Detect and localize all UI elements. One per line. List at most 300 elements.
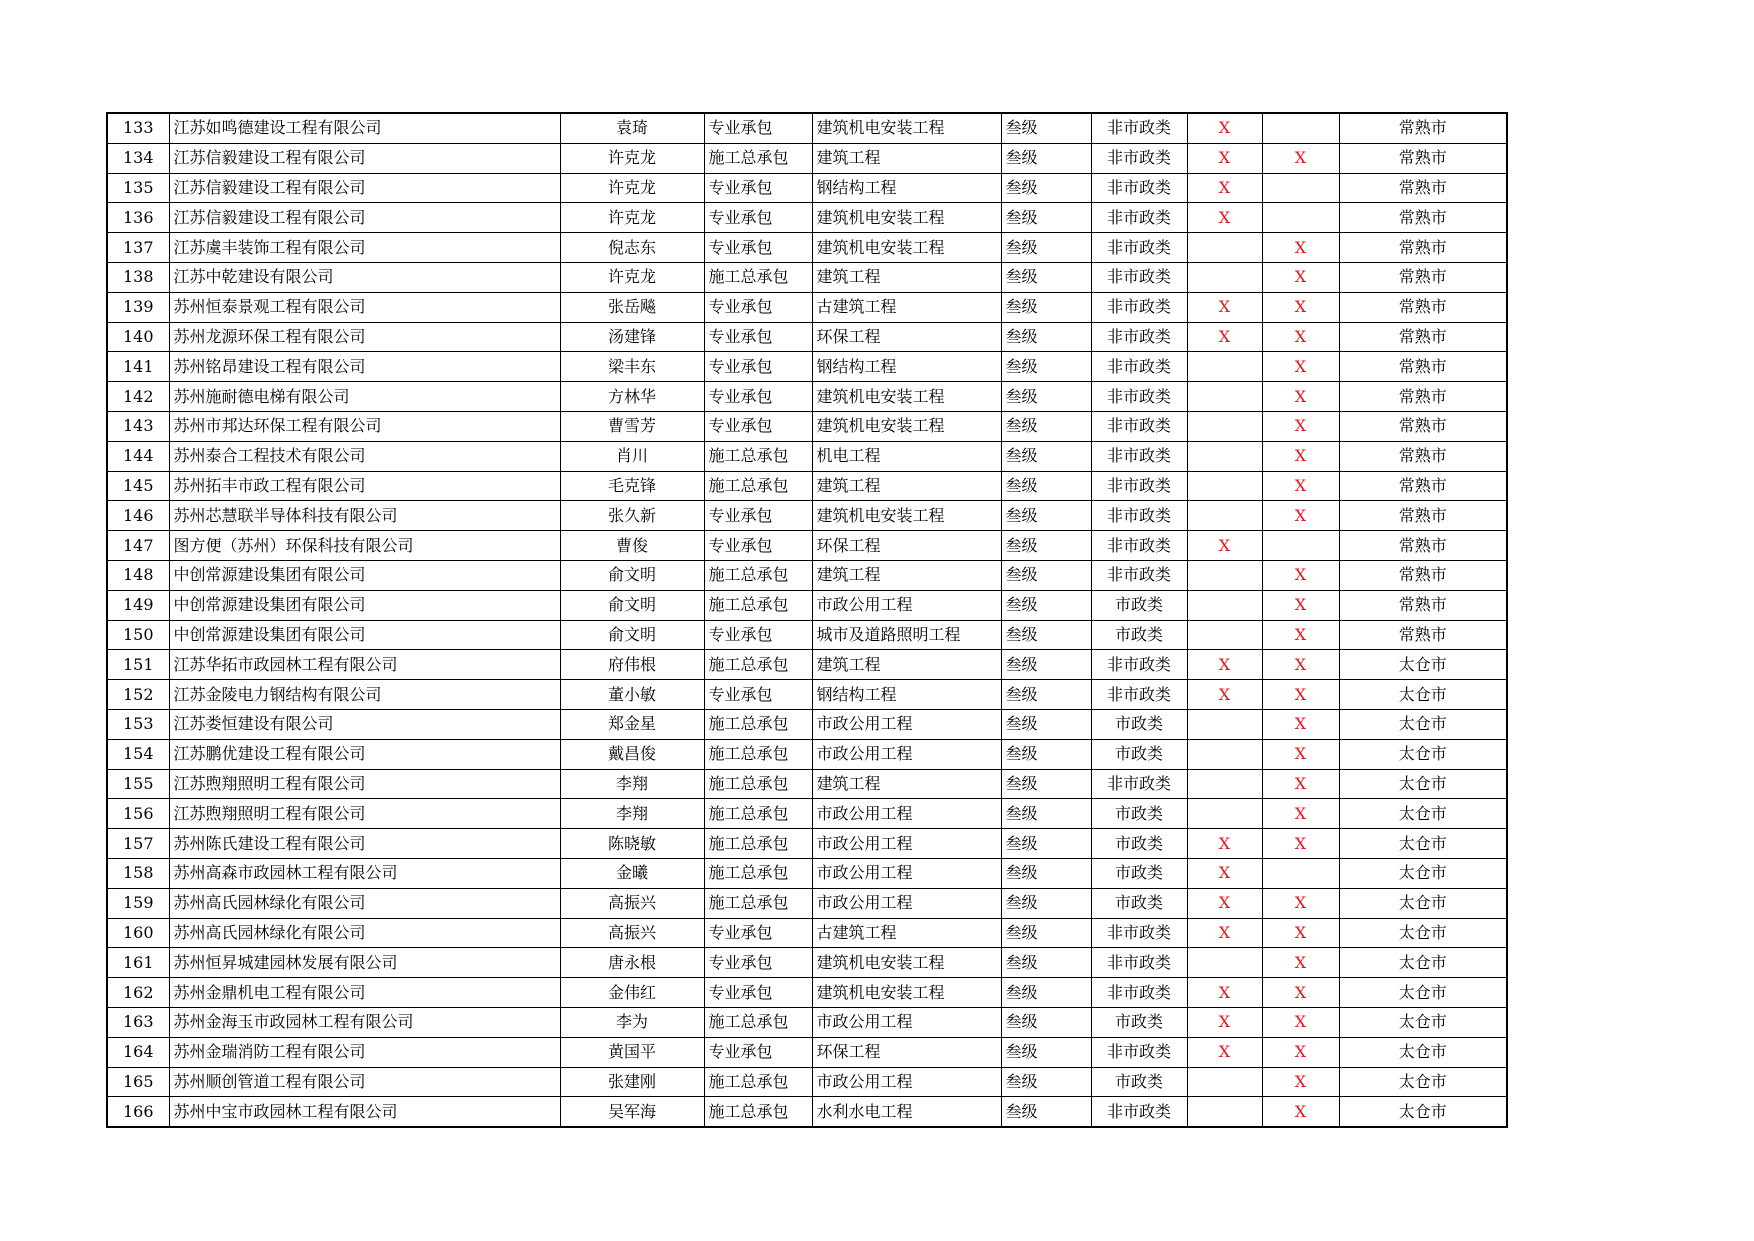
cell-city: 太仓市 — [1339, 1097, 1507, 1127]
cell-specialty: 城市及道路照明工程 — [812, 620, 1001, 650]
cell-mark-1: X — [1187, 978, 1262, 1008]
cell-company-name: 苏州龙源环保工程有限公司 — [169, 322, 560, 352]
cell-mark-2: X — [1262, 1067, 1339, 1097]
cell-category: 市政类 — [1091, 888, 1187, 918]
cell-specialty: 古建筑工程 — [812, 918, 1001, 948]
cell-city: 常熟市 — [1339, 233, 1507, 263]
cell-person: 毛克锋 — [560, 471, 704, 501]
cell-mark-1: X — [1187, 113, 1262, 143]
cell-company-name: 苏州拓丰市政工程有限公司 — [169, 471, 560, 501]
cell-company-name: 苏州高森市政园林工程有限公司 — [169, 858, 560, 888]
table-row — [107, 471, 1507, 501]
cell-company-name: 中创常源建设集团有限公司 — [169, 620, 560, 650]
cell-number: 136 — [107, 203, 169, 233]
cell-mark-2 — [1262, 858, 1339, 888]
table-row — [107, 948, 1507, 978]
cell-category: 市政类 — [1091, 739, 1187, 769]
table-row — [107, 1097, 1507, 1127]
cell-company-name: 江苏鹏优建设工程有限公司 — [169, 739, 560, 769]
table-row — [107, 352, 1507, 382]
cell-person: 曹雪芳 — [560, 411, 704, 441]
cell-person: 方林华 — [560, 382, 704, 412]
cell-level: 叁级 — [1001, 650, 1091, 680]
cell-person: 陈晓敏 — [560, 829, 704, 859]
cell-person: 唐永根 — [560, 948, 704, 978]
cell-level: 叁级 — [1001, 799, 1091, 829]
cell-city: 常熟市 — [1339, 560, 1507, 590]
cell-company-name: 江苏信毅建设工程有限公司 — [169, 203, 560, 233]
table-row — [107, 143, 1507, 173]
cell-mark-1: X — [1187, 1007, 1262, 1037]
cell-level: 叁级 — [1001, 203, 1091, 233]
cell-contract-type: 专业承包 — [704, 322, 812, 352]
cell-number: 155 — [107, 769, 169, 799]
cell-level: 叁级 — [1001, 1067, 1091, 1097]
cell-number: 159 — [107, 888, 169, 918]
cell-level: 叁级 — [1001, 918, 1091, 948]
cell-specialty: 建筑机电安装工程 — [812, 501, 1001, 531]
cell-city: 常熟市 — [1339, 352, 1507, 382]
cell-level: 叁级 — [1001, 858, 1091, 888]
table-row — [107, 382, 1507, 412]
cell-company-name: 江苏金陵电力钢结构有限公司 — [169, 680, 560, 710]
cell-company-name: 苏州金瑞消防工程有限公司 — [169, 1037, 560, 1067]
cell-mark-2: X — [1262, 888, 1339, 918]
cell-city: 太仓市 — [1339, 978, 1507, 1008]
cell-mark-2: X — [1262, 769, 1339, 799]
cell-contract-type: 专业承包 — [704, 173, 812, 203]
table-row — [107, 501, 1507, 531]
cell-specialty: 市政公用工程 — [812, 799, 1001, 829]
cell-specialty: 古建筑工程 — [812, 292, 1001, 322]
table-row — [107, 829, 1507, 859]
table-row — [107, 441, 1507, 471]
cell-number: 150 — [107, 620, 169, 650]
cell-contract-type: 专业承包 — [704, 292, 812, 322]
cell-contract-type: 施工总承包 — [704, 471, 812, 501]
cell-mark-1: X — [1187, 1037, 1262, 1067]
cell-category: 市政类 — [1091, 858, 1187, 888]
cell-mark-2: X — [1262, 471, 1339, 501]
cell-number: 151 — [107, 650, 169, 680]
cell-contract-type: 专业承包 — [704, 531, 812, 561]
cell-number: 165 — [107, 1067, 169, 1097]
cell-category: 非市政类 — [1091, 1097, 1187, 1127]
cell-category: 非市政类 — [1091, 501, 1187, 531]
cell-mark-2 — [1262, 113, 1339, 143]
cell-level: 叁级 — [1001, 322, 1091, 352]
cell-contract-type: 施工总承包 — [704, 590, 812, 620]
cell-specialty: 建筑机电安装工程 — [812, 382, 1001, 412]
cell-mark-2: X — [1262, 143, 1339, 173]
table-row — [107, 560, 1507, 590]
cell-city: 太仓市 — [1339, 948, 1507, 978]
cell-category: 非市政类 — [1091, 531, 1187, 561]
cell-level: 叁级 — [1001, 471, 1091, 501]
cell-number: 138 — [107, 262, 169, 292]
cell-category: 非市政类 — [1091, 918, 1187, 948]
cell-person: 肖川 — [560, 441, 704, 471]
cell-company-name: 江苏煦翔照明工程有限公司 — [169, 799, 560, 829]
cell-level: 叁级 — [1001, 531, 1091, 561]
cell-person: 曹俊 — [560, 531, 704, 561]
cell-mark-1 — [1187, 799, 1262, 829]
table-row — [107, 1067, 1507, 1097]
cell-mark-1: X — [1187, 173, 1262, 203]
cell-company-name: 苏州泰合工程技术有限公司 — [169, 441, 560, 471]
table-row — [107, 769, 1507, 799]
cell-mark-1 — [1187, 948, 1262, 978]
cell-level: 叁级 — [1001, 709, 1091, 739]
cell-contract-type: 施工总承包 — [704, 769, 812, 799]
cell-mark-2 — [1262, 173, 1339, 203]
cell-category: 非市政类 — [1091, 292, 1187, 322]
cell-city: 常熟市 — [1339, 411, 1507, 441]
cell-city: 太仓市 — [1339, 799, 1507, 829]
cell-level: 叁级 — [1001, 948, 1091, 978]
cell-mark-2: X — [1262, 978, 1339, 1008]
cell-specialty: 市政公用工程 — [812, 709, 1001, 739]
cell-specialty: 市政公用工程 — [812, 739, 1001, 769]
cell-company-name: 苏州高氏园林绿化有限公司 — [169, 888, 560, 918]
cell-contract-type: 施工总承包 — [704, 441, 812, 471]
cell-level: 叁级 — [1001, 411, 1091, 441]
cell-contract-type: 专业承包 — [704, 352, 812, 382]
cell-level: 叁级 — [1001, 441, 1091, 471]
cell-mark-2: X — [1262, 650, 1339, 680]
cell-city: 常熟市 — [1339, 143, 1507, 173]
table-row — [107, 113, 1507, 143]
table-body — [107, 113, 1507, 1127]
cell-category: 非市政类 — [1091, 769, 1187, 799]
cell-person: 俞文明 — [560, 560, 704, 590]
cell-person: 黄国平 — [560, 1037, 704, 1067]
cell-contract-type: 施工总承包 — [704, 143, 812, 173]
cell-level: 叁级 — [1001, 382, 1091, 412]
cell-contract-type: 施工总承包 — [704, 829, 812, 859]
cell-mark-1 — [1187, 501, 1262, 531]
cell-contract-type: 专业承包 — [704, 948, 812, 978]
table-row — [107, 262, 1507, 292]
table-row — [107, 173, 1507, 203]
table-row — [107, 1037, 1507, 1067]
cell-level: 叁级 — [1001, 262, 1091, 292]
cell-company-name: 苏州陈氏建设工程有限公司 — [169, 829, 560, 859]
cell-city: 常熟市 — [1339, 501, 1507, 531]
cell-category: 非市政类 — [1091, 322, 1187, 352]
cell-mark-2: X — [1262, 1037, 1339, 1067]
table-row — [107, 918, 1507, 948]
cell-person: 李翔 — [560, 769, 704, 799]
cell-level: 叁级 — [1001, 1097, 1091, 1127]
cell-mark-1 — [1187, 233, 1262, 263]
cell-level: 叁级 — [1001, 233, 1091, 263]
cell-level: 叁级 — [1001, 1037, 1091, 1067]
cell-city: 常熟市 — [1339, 292, 1507, 322]
table-row — [107, 292, 1507, 322]
cell-contract-type: 施工总承包 — [704, 262, 812, 292]
cell-number: 161 — [107, 948, 169, 978]
cell-specialty: 建筑工程 — [812, 471, 1001, 501]
cell-category: 市政类 — [1091, 1007, 1187, 1037]
cell-person: 吴军海 — [560, 1097, 704, 1127]
cell-contract-type: 专业承包 — [704, 680, 812, 710]
cell-number: 162 — [107, 978, 169, 1008]
cell-city: 太仓市 — [1339, 1067, 1507, 1097]
cell-mark-1 — [1187, 382, 1262, 412]
cell-mark-1 — [1187, 769, 1262, 799]
cell-person: 戴昌俊 — [560, 739, 704, 769]
cell-mark-1: X — [1187, 650, 1262, 680]
cell-city: 常熟市 — [1339, 620, 1507, 650]
table-row — [107, 680, 1507, 710]
cell-number: 154 — [107, 739, 169, 769]
cell-mark-2: X — [1262, 382, 1339, 412]
cell-mark-1: X — [1187, 531, 1262, 561]
cell-contract-type: 专业承包 — [704, 1037, 812, 1067]
cell-company-name: 苏州恒昇城建园林发展有限公司 — [169, 948, 560, 978]
cell-company-name: 江苏信毅建设工程有限公司 — [169, 143, 560, 173]
cell-city: 太仓市 — [1339, 769, 1507, 799]
cell-contract-type: 施工总承包 — [704, 799, 812, 829]
cell-company-name: 中创常源建设集团有限公司 — [169, 560, 560, 590]
cell-number: 152 — [107, 680, 169, 710]
table-row — [107, 531, 1507, 561]
cell-company-name: 江苏煦翔照明工程有限公司 — [169, 769, 560, 799]
cell-category: 非市政类 — [1091, 173, 1187, 203]
cell-person: 许克龙 — [560, 143, 704, 173]
cell-category: 非市政类 — [1091, 948, 1187, 978]
cell-company-name: 苏州金鼎机电工程有限公司 — [169, 978, 560, 1008]
cell-city: 常熟市 — [1339, 203, 1507, 233]
table-row — [107, 203, 1507, 233]
cell-contract-type: 专业承包 — [704, 918, 812, 948]
cell-mark-1 — [1187, 620, 1262, 650]
table-row — [107, 858, 1507, 888]
cell-level: 叁级 — [1001, 113, 1091, 143]
cell-number: 146 — [107, 501, 169, 531]
cell-category: 市政类 — [1091, 709, 1187, 739]
cell-mark-1 — [1187, 739, 1262, 769]
cell-category: 非市政类 — [1091, 680, 1187, 710]
cell-city: 太仓市 — [1339, 709, 1507, 739]
cell-number: 139 — [107, 292, 169, 322]
cell-number: 137 — [107, 233, 169, 263]
cell-person: 俞文明 — [560, 620, 704, 650]
cell-level: 叁级 — [1001, 352, 1091, 382]
cell-level: 叁级 — [1001, 888, 1091, 918]
cell-person: 倪志东 — [560, 233, 704, 263]
cell-city: 太仓市 — [1339, 918, 1507, 948]
cell-specialty: 市政公用工程 — [812, 1067, 1001, 1097]
cell-mark-1: X — [1187, 888, 1262, 918]
cell-category: 非市政类 — [1091, 471, 1187, 501]
cell-category: 非市政类 — [1091, 441, 1187, 471]
cell-mark-2 — [1262, 203, 1339, 233]
cell-number: 166 — [107, 1097, 169, 1127]
cell-category: 非市政类 — [1091, 233, 1187, 263]
cell-contract-type: 专业承包 — [704, 411, 812, 441]
cell-company-name: 苏州市邦达环保工程有限公司 — [169, 411, 560, 441]
cell-mark-1: X — [1187, 680, 1262, 710]
cell-city: 太仓市 — [1339, 888, 1507, 918]
cell-mark-1 — [1187, 262, 1262, 292]
cell-number: 147 — [107, 531, 169, 561]
cell-mark-1 — [1187, 709, 1262, 739]
cell-person: 许克龙 — [560, 203, 704, 233]
cell-mark-2: X — [1262, 1007, 1339, 1037]
cell-mark-1 — [1187, 1067, 1262, 1097]
cell-person: 金曦 — [560, 858, 704, 888]
cell-specialty: 建筑工程 — [812, 143, 1001, 173]
cell-category: 非市政类 — [1091, 650, 1187, 680]
cell-number: 140 — [107, 322, 169, 352]
cell-number: 158 — [107, 858, 169, 888]
cell-specialty: 市政公用工程 — [812, 888, 1001, 918]
cell-company-name: 江苏华拓市政园林工程有限公司 — [169, 650, 560, 680]
cell-mark-2: X — [1262, 560, 1339, 590]
cell-number: 144 — [107, 441, 169, 471]
cell-city: 常熟市 — [1339, 590, 1507, 620]
cell-level: 叁级 — [1001, 501, 1091, 531]
cell-city: 常熟市 — [1339, 441, 1507, 471]
cell-number: 157 — [107, 829, 169, 859]
cell-specialty: 环保工程 — [812, 531, 1001, 561]
cell-number: 133 — [107, 113, 169, 143]
cell-category: 市政类 — [1091, 1067, 1187, 1097]
cell-company-name: 苏州顺创管道工程有限公司 — [169, 1067, 560, 1097]
cell-mark-2: X — [1262, 411, 1339, 441]
cell-mark-2: X — [1262, 441, 1339, 471]
cell-level: 叁级 — [1001, 1007, 1091, 1037]
cell-mark-2: X — [1262, 620, 1339, 650]
cell-mark-1 — [1187, 411, 1262, 441]
cell-number: 134 — [107, 143, 169, 173]
table-row — [107, 322, 1507, 352]
cell-contract-type: 施工总承包 — [704, 1097, 812, 1127]
cell-specialty: 钢结构工程 — [812, 173, 1001, 203]
cell-number: 141 — [107, 352, 169, 382]
cell-category: 非市政类 — [1091, 262, 1187, 292]
cell-company-name: 中创常源建设集团有限公司 — [169, 590, 560, 620]
cell-person: 董小敏 — [560, 680, 704, 710]
cell-mark-1: X — [1187, 829, 1262, 859]
cell-specialty: 建筑工程 — [812, 650, 1001, 680]
cell-specialty: 市政公用工程 — [812, 590, 1001, 620]
cell-level: 叁级 — [1001, 560, 1091, 590]
cell-mark-2: X — [1262, 590, 1339, 620]
cell-mark-1: X — [1187, 292, 1262, 322]
cell-category: 非市政类 — [1091, 978, 1187, 1008]
cell-contract-type: 专业承包 — [704, 382, 812, 412]
table-row — [107, 978, 1507, 1008]
cell-company-name: 苏州金海玉市政园林工程有限公司 — [169, 1007, 560, 1037]
cell-mark-1 — [1187, 590, 1262, 620]
cell-person: 府伟根 — [560, 650, 704, 680]
cell-company-name: 江苏虞丰装饰工程有限公司 — [169, 233, 560, 263]
cell-city: 太仓市 — [1339, 739, 1507, 769]
cell-person: 高振兴 — [560, 918, 704, 948]
table-row — [107, 709, 1507, 739]
table-row — [107, 799, 1507, 829]
cell-level: 叁级 — [1001, 978, 1091, 1008]
cell-level: 叁级 — [1001, 680, 1091, 710]
cell-contract-type: 施工总承包 — [704, 709, 812, 739]
cell-number: 156 — [107, 799, 169, 829]
cell-city: 常熟市 — [1339, 471, 1507, 501]
table-row — [107, 739, 1507, 769]
cell-mark-2: X — [1262, 739, 1339, 769]
cell-contract-type: 施工总承包 — [704, 739, 812, 769]
cell-person: 俞文明 — [560, 590, 704, 620]
cell-company-name: 苏州高氏园林绿化有限公司 — [169, 918, 560, 948]
cell-person: 张岳飚 — [560, 292, 704, 322]
cell-company-name: 苏州施耐德电梯有限公司 — [169, 382, 560, 412]
cell-city: 常熟市 — [1339, 322, 1507, 352]
cell-mark-2: X — [1262, 292, 1339, 322]
cell-person: 李为 — [560, 1007, 704, 1037]
cell-city: 太仓市 — [1339, 680, 1507, 710]
table-row — [107, 888, 1507, 918]
cell-category: 非市政类 — [1091, 143, 1187, 173]
cell-city: 太仓市 — [1339, 858, 1507, 888]
cell-category: 市政类 — [1091, 829, 1187, 859]
cell-mark-1: X — [1187, 858, 1262, 888]
cell-specialty: 建筑机电安装工程 — [812, 978, 1001, 1008]
cell-mark-2: X — [1262, 799, 1339, 829]
cell-person: 许克龙 — [560, 173, 704, 203]
table-row — [107, 620, 1507, 650]
cell-contract-type: 专业承包 — [704, 620, 812, 650]
cell-specialty: 环保工程 — [812, 1037, 1001, 1067]
cell-specialty: 钢结构工程 — [812, 352, 1001, 382]
cell-contract-type: 专业承包 — [704, 978, 812, 1008]
cell-category: 非市政类 — [1091, 560, 1187, 590]
cell-specialty: 建筑工程 — [812, 560, 1001, 590]
cell-number: 164 — [107, 1037, 169, 1067]
cell-city: 常熟市 — [1339, 262, 1507, 292]
table-row — [107, 411, 1507, 441]
cell-mark-1 — [1187, 560, 1262, 590]
cell-mark-2: X — [1262, 680, 1339, 710]
cell-specialty: 市政公用工程 — [812, 829, 1001, 859]
cell-company-name: 图方便（苏州）环保科技有限公司 — [169, 531, 560, 561]
cell-number: 148 — [107, 560, 169, 590]
cell-specialty: 建筑机电安装工程 — [812, 233, 1001, 263]
cell-contract-type: 施工总承包 — [704, 888, 812, 918]
cell-category: 非市政类 — [1091, 352, 1187, 382]
cell-level: 叁级 — [1001, 829, 1091, 859]
cell-mark-1 — [1187, 471, 1262, 501]
cell-city: 太仓市 — [1339, 1007, 1507, 1037]
cell-number: 153 — [107, 709, 169, 739]
cell-mark-1: X — [1187, 143, 1262, 173]
cell-mark-2: X — [1262, 948, 1339, 978]
cell-city: 常熟市 — [1339, 382, 1507, 412]
cell-city: 常熟市 — [1339, 173, 1507, 203]
cell-mark-2: X — [1262, 829, 1339, 859]
cell-contract-type: 施工总承包 — [704, 1067, 812, 1097]
cell-category: 非市政类 — [1091, 203, 1187, 233]
cell-category: 非市政类 — [1091, 1037, 1187, 1067]
cell-person: 李翔 — [560, 799, 704, 829]
cell-company-name: 苏州芯慧联半导体科技有限公司 — [169, 501, 560, 531]
cell-contract-type: 施工总承包 — [704, 858, 812, 888]
cell-specialty: 市政公用工程 — [812, 858, 1001, 888]
cell-person: 张久新 — [560, 501, 704, 531]
cell-number: 149 — [107, 590, 169, 620]
cell-mark-2 — [1262, 531, 1339, 561]
